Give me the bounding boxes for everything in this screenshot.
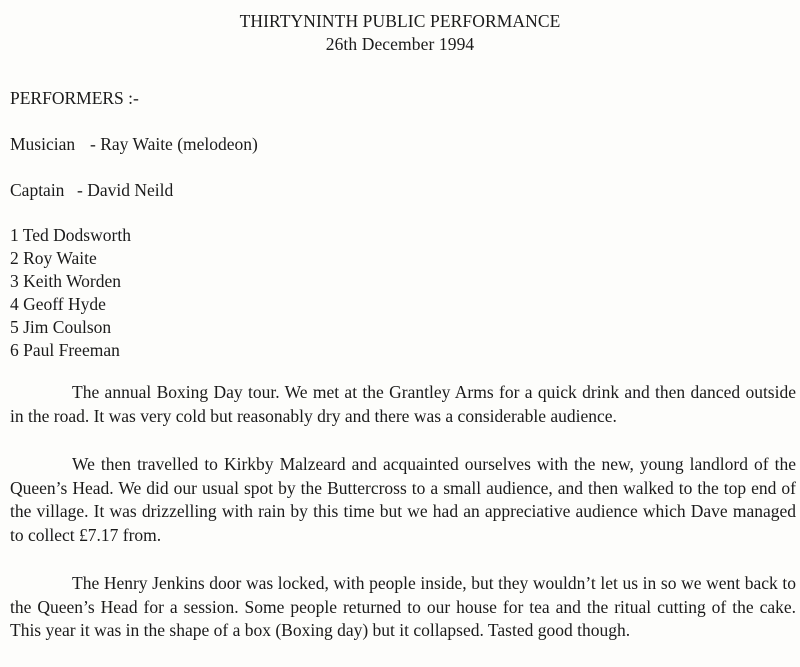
paragraph-henry-jenkins: The Henry Jenkins door was locked, with people inside, but they wouldn’t let us in so we went back to the Queen’s Head for a session. Some people returned to our house for tea and the ritual cutting of the cake. This year it was in the shape of a box (Boxing day) but it collapsed. Tasted good though.	[10, 573, 796, 640]
performers-heading: PERFORMERS :-	[10, 88, 139, 108]
paragraph-kirkby-malzeard: We then travelled to Kirkby Malzeard and acquainted ourselves with the new, young landlord of the Queen’s Head. We did our usual spot by the Buttercross to a small audience, and then walked to the top end of the village. It was drizzelling with rain by this time but we had an appreciative audience which Dave managed to collect £7.17 from.	[10, 454, 796, 545]
captain-line	[10, 180, 173, 201]
captain-label: Captain	[10, 180, 65, 200]
musician-label: Musician	[10, 134, 76, 154]
captain-value: - David Neild	[77, 180, 174, 200]
dancer-item: 4 Geoff Hyde	[10, 294, 106, 314]
dancer-item: 6 Paul Freeman	[10, 340, 120, 360]
dancer-item: 3 Keith Worden	[10, 271, 122, 291]
dancer-item: 5 Jim Coulson	[10, 317, 112, 337]
document-date: 26th December 1994	[325, 34, 475, 54]
dancer-item: 2 Roy Waite	[10, 248, 97, 268]
paragraph-boxing-day: The annual Boxing Day tour. We met at the Grantley Arms for a quick drink and then danced outside in the road. It was very cold but reasonably dry and there was a considerable audience.	[10, 382, 796, 426]
dancer-item: 1 Ted Dodsworth	[10, 225, 131, 245]
musician-value: - Ray Waite (melodeon)	[90, 134, 258, 154]
document-title: THIRTYNINTH PUBLIC PERFORMANCE	[239, 11, 561, 31]
musician-line	[10, 134, 258, 155]
